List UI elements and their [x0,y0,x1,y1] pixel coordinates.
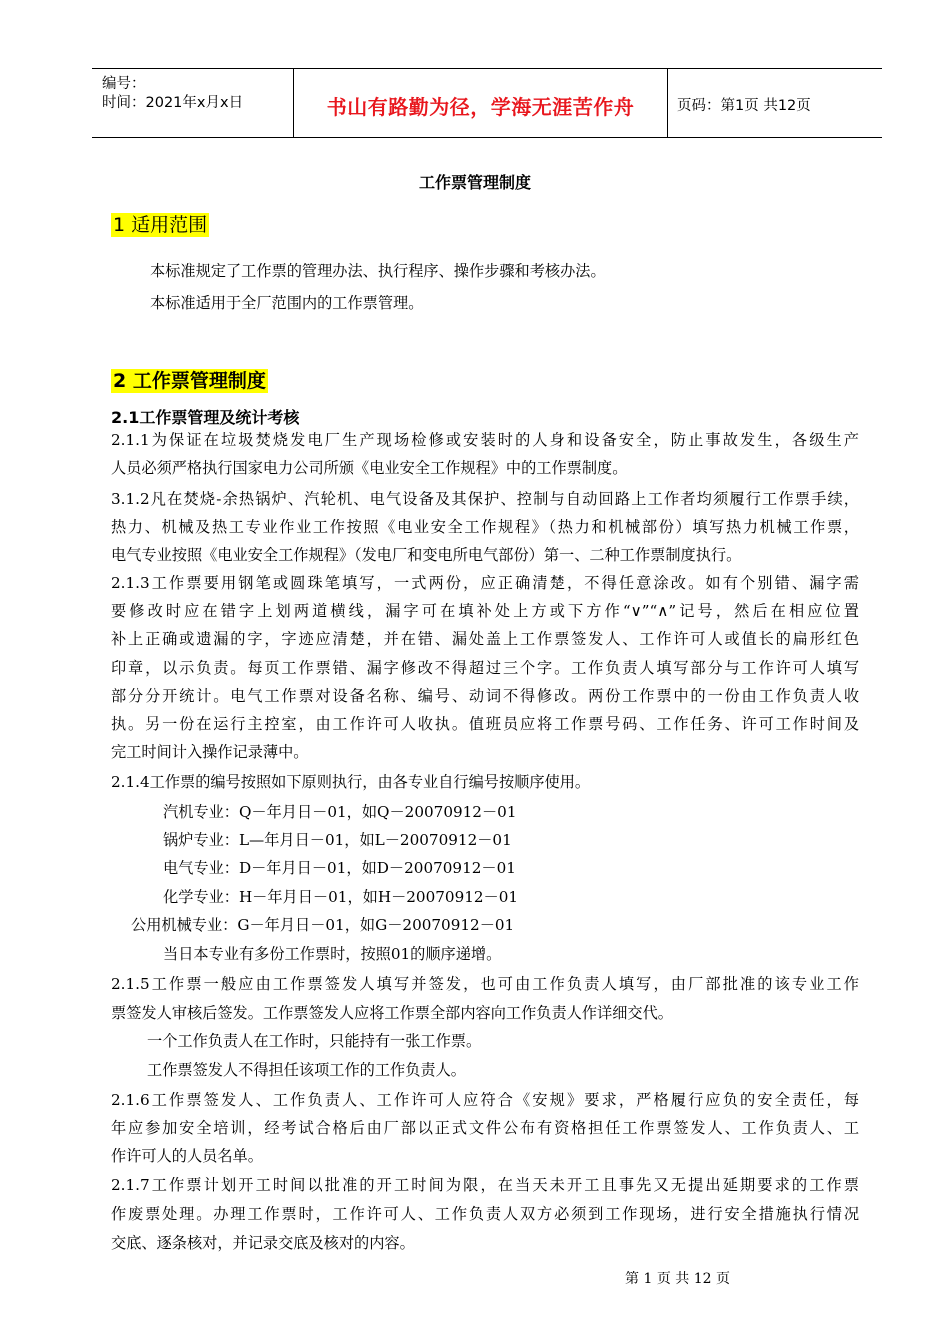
section-1-para-1: 本标准规定了工作票的管理办法、执行程序、操作步骤和考核办法。 [150,262,606,280]
header-motto: 书山有路勤为径，学海无涯苦作舟 [326,95,635,119]
body-line: 部分分开统计。电气工作票对设备名称、编号、动词不得修改。两份工作票中的一份由工作负责人收 [111,687,859,705]
header-page-cell [667,69,882,137]
body-line: 年应参加安全培训，经考试合格后由厂部以正式文件公布有资格担任工作票签发人、工作负责人、工 [111,1119,859,1137]
indented-line: 一个工作负责人在工作时，只能持有一张工作票。 [147,1032,482,1050]
numbering-rule: 公用机械专业：G－年月日－01，如G－20070912－01 [131,916,515,934]
body-line: 3.1.2凡在焚烧-余热锅炉、汽轮机、电气设备及其保护、控制与自动回路上工作者均须履行工作票手续， [111,490,859,508]
body-line: 人员必须严格执行国家电力公司所颁《电业安全工作规程》中的工作票制度。 [111,459,628,477]
section-2-heading: 2 工作票管理制度 [113,370,266,392]
header-motto-cell [293,69,668,137]
section-1-heading: 1 适用范围 [113,214,208,236]
document-number-label: 编号： [102,76,146,92]
body-line: 印章，以示负责。每页工作票错、漏字修改不得超过三个字。工作负责人填写部分与工作许可人填写 [111,659,859,677]
body-line: 执。另一份在运行主控室，由工作许可人收执。值班员应将工作票号码、工作任务、许可工作时间及 [111,715,859,733]
numbering-rule: 电气专业：D－年月日－01，如D－20070912－01 [163,859,516,877]
body-line: 热力、机械及热工专业作业工作按照《电业安全工作规程》（热力和机械部份）填写热力机械工作票， [111,518,859,536]
body-line: 票签发人审核后签发。工作票签发人应将工作票全部内容向工作负责人作详细交代。 [111,1004,673,1022]
sequence-note: 当日本专业有多份工作票时，按照01的顺序递增。 [163,945,502,963]
body-line: 作废票处理。办理工作票时，工作许可人、工作负责人双方必须到工作现场，进行安全措施执行情况 [111,1205,859,1223]
footer-page-number: 第 1 页 共 12 页 [625,1271,730,1287]
body-line: 2.1.5工作票一般应由工作票签发人填写并签发，也可由工作负责人填写，由厂部批准的该专业工作 [111,975,859,993]
body-line: 2.1.4工作票的编号按照如下原则执行，由各专业自行编号按顺序使用。 [111,773,591,791]
body-line: 电气专业按照《电业安全工作规程》（发电厂和变电所电气部份）第一、二种工作票制度执行。 [111,546,742,564]
subsection-2-1-heading: 2.1工作票管理及统计考核 [111,408,300,427]
body-line: 完工时间计入操作记录薄中。 [111,743,309,761]
body-line: 2.1.6工作票签发人、工作负责人、工作许可人应符合《安规》要求，严格履行应负的安全责任，每 [111,1091,859,1109]
body-line: 2.1.1为保证在垃圾焚烧发电厂生产现场检修或安装时的人身和设备安全，防止事故发生，各级生产 [111,431,859,449]
document-title: 工作票管理制度 [418,173,531,192]
section-1-para-2: 本标准适用于全厂范围内的工作票管理。 [150,294,424,312]
body-line: 作许可人的人员名单。 [111,1147,263,1165]
header-page-info: 页码：第1页 共12页 [677,98,811,114]
body-line: 交底、逐条核对，并记录交底及核对的内容。 [111,1234,415,1252]
indented-line: 工作票签发人不得担任该项工作的工作负责人。 [147,1061,466,1079]
body-line: 要修改时应在错字上划两道横线，漏字可在填补处上方或下方作“∨”“∧”记号，然后在相应位置 [111,602,859,620]
numbering-rule: 汽机专业：Q－年月日－01，如Q－20070912－01 [163,803,517,821]
page-header [92,68,882,138]
numbering-rule: 锅炉专业：L—年月日－01，如L－20070912－01 [163,831,512,849]
header-info-cell [92,69,293,137]
body-line: 补上正确或遗漏的字，字迹应清楚，并在错、漏处盖上工作票签发人、工作许可人或值长的扁形红色 [111,630,859,648]
body-line: 2.1.3工作票要用钢笔或圆珠笔填写，一式两份，应正确清楚，不得任意涂改。如有个别错、漏字需 [111,574,859,592]
numbering-rule: 化学专业：H－年月日－01，如H－20070912－01 [163,888,519,906]
document-date: 时间：2021年x月x日 [102,95,244,111]
body-line: 2.1.7工作票计划开工时间以批准的开工时间为限，在当天未开工且事先又无提出延期要求的工作票 [111,1176,859,1194]
